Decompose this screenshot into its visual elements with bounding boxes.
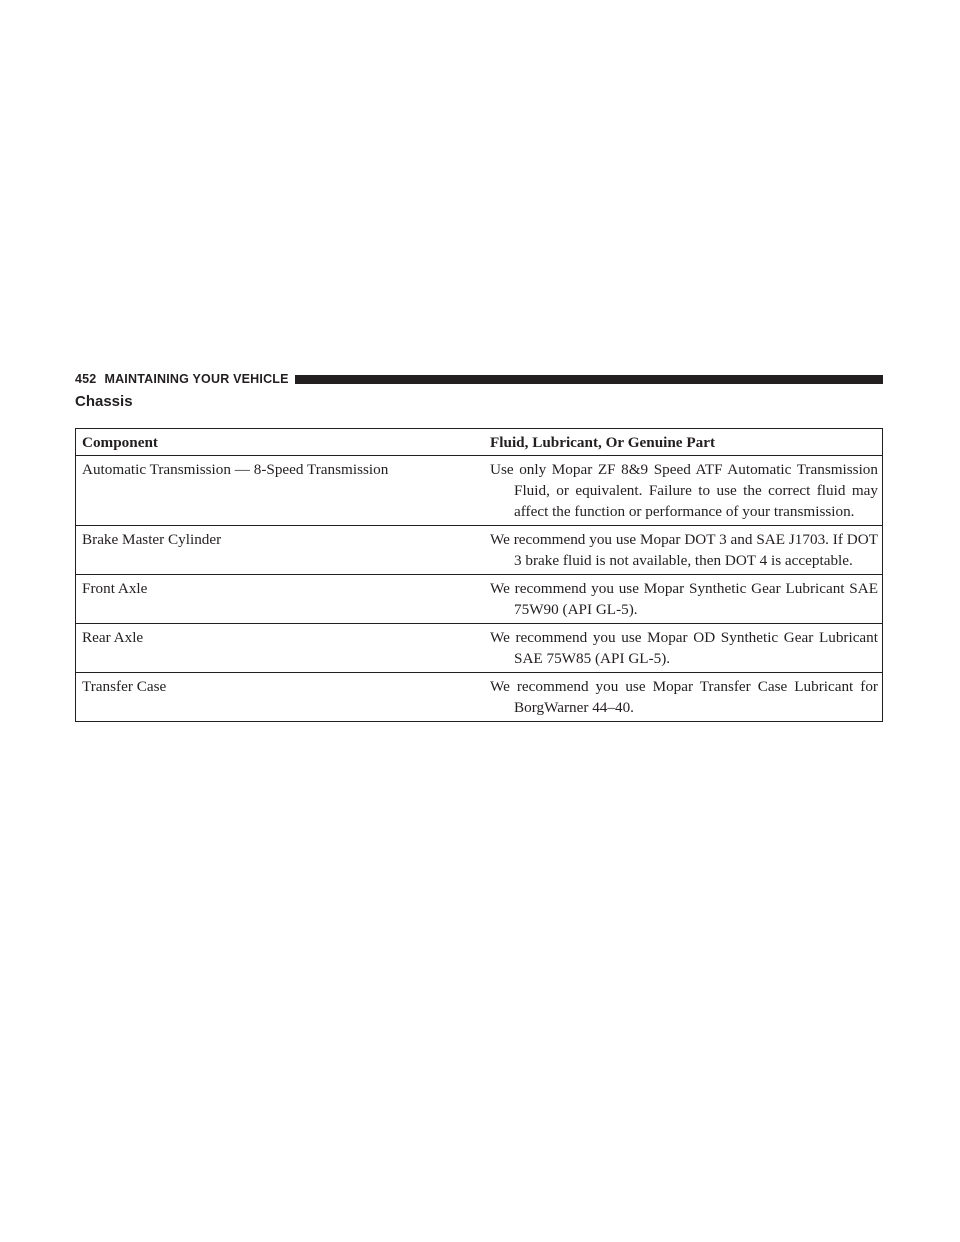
fluid-spec-table [75, 428, 883, 722]
fluid-cell [484, 624, 883, 673]
section-name: MAINTAINING YOUR VEHICLE [104, 372, 289, 386]
component-cell: Brake Master Cylinder [76, 526, 485, 575]
fluid-cell [484, 575, 883, 624]
page-number: 452 [75, 372, 97, 386]
component-cell: Automatic Transmission — 8-Speed Transmission [76, 456, 485, 526]
component-cell: Transfer Case [76, 673, 485, 722]
table-header-row [76, 429, 883, 456]
table-row [76, 673, 883, 722]
fluid-text: We recommend you use Mopar Transfer Case Lubricant for BorgWarner 44–40. [490, 678, 878, 716]
fluid-cell [484, 456, 883, 526]
header-rule [295, 375, 883, 384]
fluid-cell [484, 526, 883, 575]
component-cell: Rear Axle [76, 624, 485, 673]
running-header [75, 371, 883, 387]
table-row [76, 526, 883, 575]
section-title: Chassis [75, 393, 133, 410]
table-row [76, 624, 883, 673]
column-header-component: Component [76, 429, 485, 456]
fluid-text: Use only Mopar ZF 8&9 Speed ATF Automatic Transmission Fluid, or equivalent. Failure to use the correct fluid may affect the function or performance of your transmission. [490, 461, 878, 520]
fluid-cell [484, 673, 883, 722]
fluid-text: We recommend you use Mopar DOT 3 and SAE J1703. If DOT 3 brake fluid is not available, then DOT 4 is acceptable. [490, 531, 878, 569]
component-cell: Front Axle [76, 575, 485, 624]
fluid-text: We recommend you use Mopar Synthetic Gear Lubricant SAE 75W90 (API GL-5). [490, 580, 878, 618]
column-header-fluid: Fluid, Lubricant, Or Genuine Part [484, 429, 883, 456]
table-row [76, 456, 883, 526]
table-row [76, 575, 883, 624]
fluid-text: We recommend you use Mopar OD Synthetic Gear Lubricant SAE 75W85 (API GL-5). [490, 629, 878, 667]
